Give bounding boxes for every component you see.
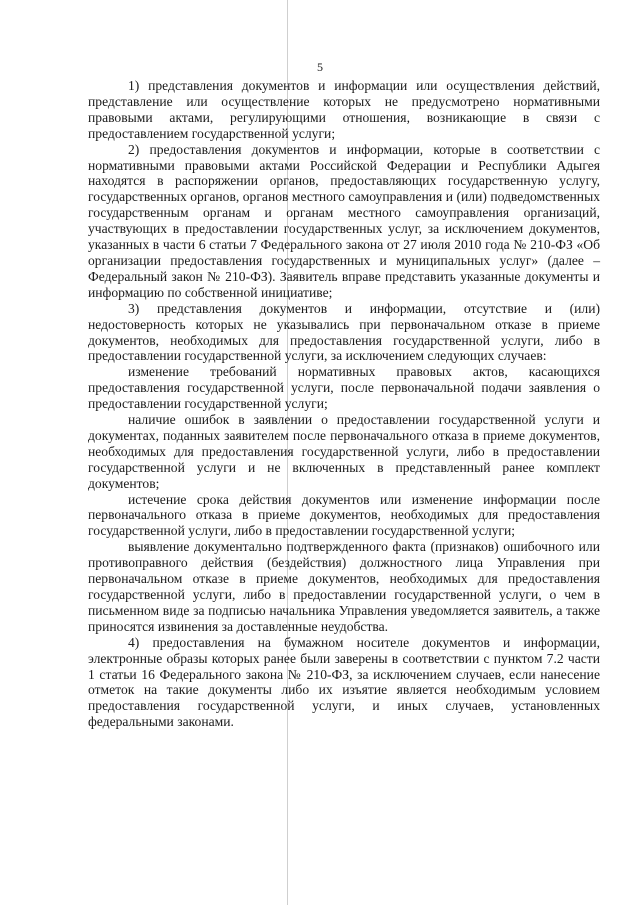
paragraph-3-case-2: наличие ошибок в заявлении о предоставлении государственной услуги и документах, поданных заявителем после первоначального отказа в приеме документов, необходимых для предоставления государственной услуги, либо в предоставлении государственной услуги и не включенных в представленный ранее комплект документов; xyxy=(88,412,600,491)
paragraph-4: 4) предоставления на бумажном носителе документов и информации, электронные образы которых ранее были заверены в соответствии с пунктом 7.2 части 1 статьи 16 Федерального закона № 210-ФЗ, за исключением случаев, если нанесение отметок на такие документы либо их изъятие является необходимым условием предоставления государственной услуги, и иных случаев, установленных федеральными законами. xyxy=(88,634,600,730)
paragraph-3-case-3: истечение срока действия документов или изменение информации после первоначального отказа в приеме документов, необходимых для предоставления государственной услуги, либо в предоставлении государственной услуги; xyxy=(88,491,600,539)
paragraph-3-case-4: выявление документально подтвержденного факта (признаков) ошибочного или противоправного действия (бездействия) должностного лица Управления при первоначальном отказе в приеме документов, необходимых для предоставления государственной услуги, либо в предоставлении государственной услуги, о чем в письменном виде за подписью начальника Управления уведомляется заявитель, а также приносятся извинения за доставленные неудобства. xyxy=(88,539,600,634)
paragraph-1: 1) представления документов и информации или осуществления действий, представление или осуществление которых не предусмотрено нормативными правовыми актами, регулирующими отношения, возникающие в связи с предоставлением государственной услуги; xyxy=(88,78,600,141)
document-body xyxy=(88,78,600,730)
page-number: 5 xyxy=(317,60,323,74)
paragraph-3-case-1: изменение требований нормативных правовых актов, касающихся предоставления государственной услуги, после первоначальной подачи заявления о предоставлении государственной услуги; xyxy=(88,364,600,412)
paragraph-3: 3) представления документов и информации, отсутствие и (или) недостоверность которых не указывались при первоначальном отказе в приеме документов, необходимых для предоставления государственной услуги, либо в предоставлении государственной услуги, за исключением следующих случаев: xyxy=(88,300,600,364)
paragraph-2: 2) предоставления документов и информации, которые в соответствии с нормативными правовыми актами Российской Федерации и Республики Адыгея находятся в распоряжении органов, предоставляющих государственную услугу, государственных органов, органов местного самоуправления и (или) подведомственных государственным органам и органам местного самоуправления организаций, участвующих в предоставлении государственных услуг, за исключением документов, указанных в части 6 статьи 7 Федерального закона от 27 июля 2010 года № 210-ФЗ «Об организации предоставления государственных и муниципальных услуг» (далее – Федеральный закон № 210-ФЗ). Заявитель вправе представить указанные документы и информацию по собственной инициативе; xyxy=(88,141,600,300)
